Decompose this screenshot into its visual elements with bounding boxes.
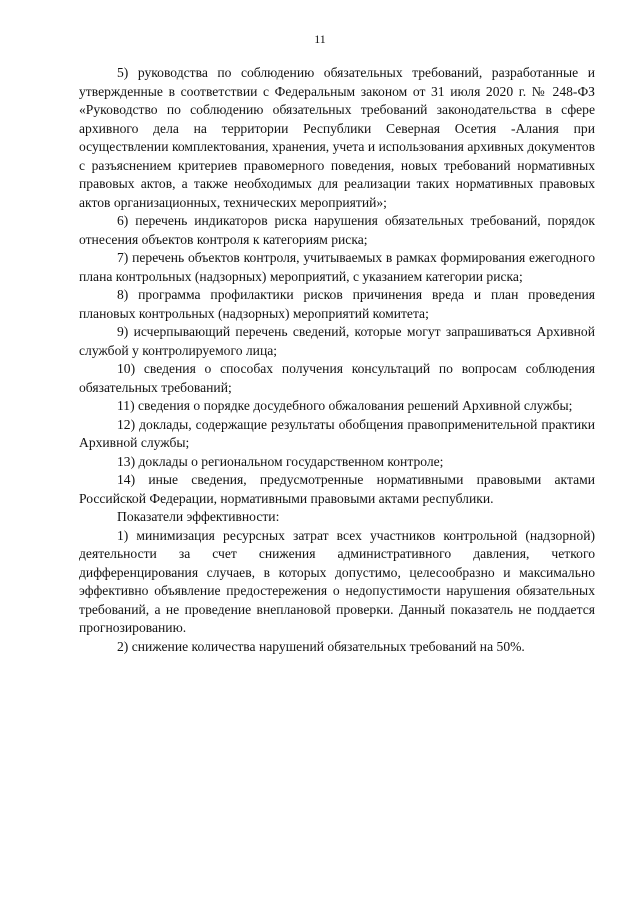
paragraph-item-5: 5) руководства по соблюдению обязательных требований, разработанные и утвержденные в соответствии с Федеральным законом от 31 июля 2020 г. № 248-ФЗ «Руководство по соблюдению обязательных требований законодательства в сфере архивного дела на территории Республики Северная Осетия -Алания при осуществлении комплектования, хранения, учета и использования архивных документов с разъяснением критериев правомерного поведения, новых требований нормативных правовых актов, а также необходимых для реализации таких нормативных правовых актов организационных, технических мероприятий»; — [79, 65, 595, 210]
paragraph-item-11: 11) сведения о порядке досудебного обжалования решений Архивной службы; — [117, 398, 573, 413]
paragraph-item-10: 10) сведения о способах получения консультаций по вопросам соблюдения обязательных требований; — [79, 361, 595, 395]
paragraph-item-12: 12) доклады, содержащие результаты обобщения правоприменительной практики Архивной службы; — [79, 416, 595, 450]
efficiency-indicator-1: 1) минимизация ресурсных затрат всех участников контрольной (надзорной) деятельности за счет снижения административного давления, четкого дифференцирования случаев, в которых допустимо, целесообразно и максимально эффективно объявление предостережения о недопустимости нарушения обязательных требований, а не проведение внеплановой проверки. Данный показатель не поддается прогнозированию. — [79, 527, 595, 635]
page-number: 11 — [314, 32, 326, 46]
paragraph-item-8: 8) программа профилактики рисков причинения вреда и план проведения плановых контрольных (надзорных) мероприятий комитета; — [79, 287, 595, 321]
paragraph-item-6: 6) перечень индикаторов риска нарушения обязательных требований, порядок отнесения объектов контроля к категориям риска; — [79, 213, 595, 247]
paragraph-item-14: 14) иные сведения, предусмотренные нормативными правовыми актами Российской Федерации, нормативными правовыми актами республики. — [79, 472, 595, 506]
efficiency-heading: Показатели эффективности: — [117, 509, 280, 524]
efficiency-indicator-2: 2) снижение количества нарушений обязательных требований на 50%. — [117, 638, 525, 654]
paragraph-item-9: 9) исчерпывающий перечень сведений, которые могут запрашиваться Архивной службой у контролируемого лица; — [79, 324, 595, 358]
paragraph-item-13: 13) доклады о региональном государственном контроле; — [117, 453, 444, 469]
paragraph-item-7: 7) перечень объектов контроля, учитываемых в рамках формирования ежегодного плана контрольных (надзорных) мероприятий, с указанием категории риска; — [79, 250, 595, 284]
document-body — [79, 64, 595, 656]
